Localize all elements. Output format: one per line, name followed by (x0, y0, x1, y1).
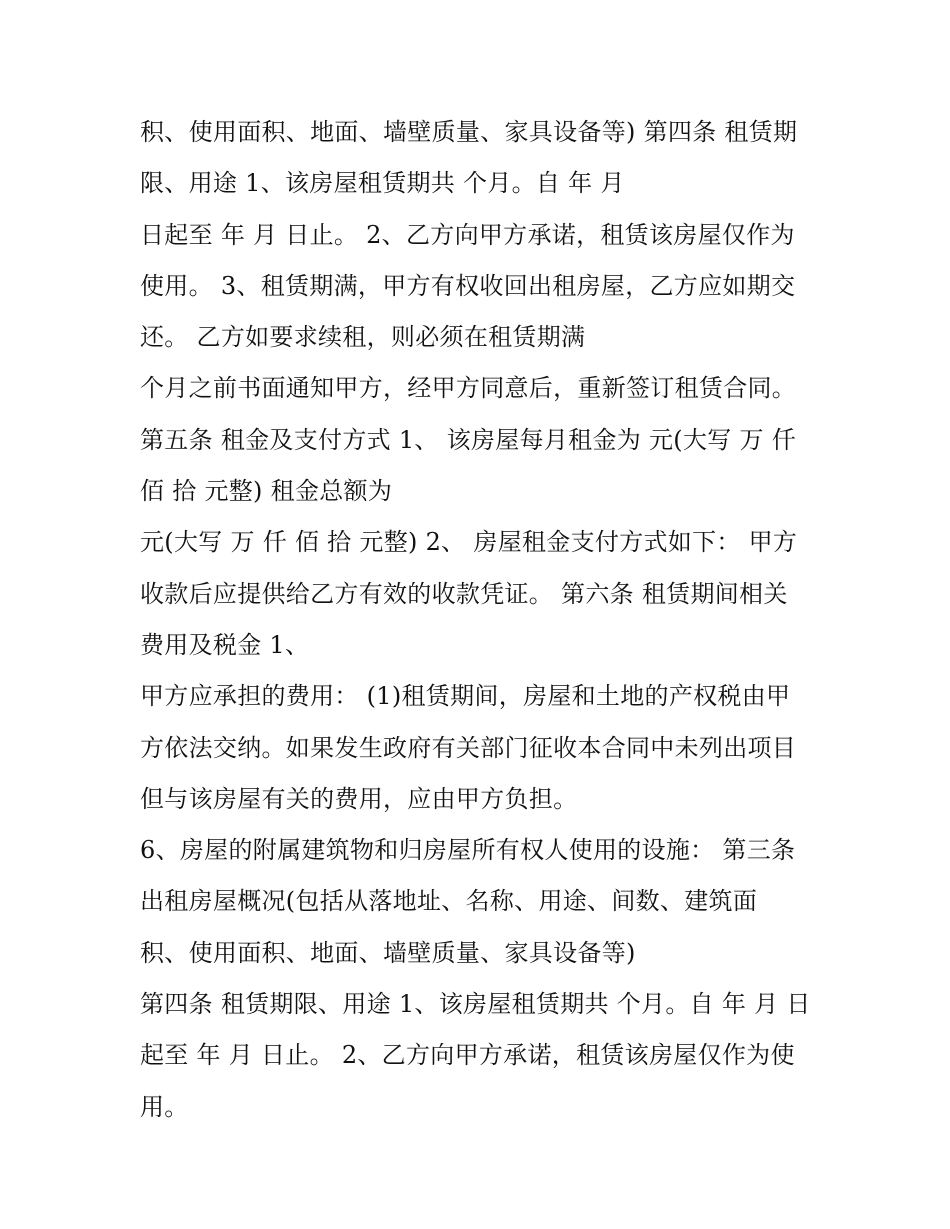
contract-text-body (140, 107, 820, 1133)
text-line-4: 使用。 3、租赁期满，甲方有权收回出租房屋，乙方应如期交 (140, 271, 796, 300)
text-line-12: 甲方应承担的费用： (1)租赁期间，房屋和土地的产权税由甲 (140, 682, 791, 711)
text-line-18: 第四条 租赁期限、用途 1、该房屋租赁期共 个月。自 年 月 日 (140, 990, 811, 1019)
text-line-20: 用。 (140, 1092, 189, 1121)
text-line-2: 限、用途 1、该房屋租赁期共 个月。自 年 月 (140, 169, 625, 198)
text-line-15: 6、房屋的附属建筑物和归房屋所有权人使用的设施： 第三条 (140, 836, 796, 865)
text-line-10: 收款后应提供给乙方有效的收款凭证。 第六条 租赁期间相关 (140, 579, 788, 608)
text-line-13: 方依法交纳。如果发生政府有关部门征收本合同中未列出项目 (140, 733, 797, 762)
text-line-8: 佰 拾 元整) 租金总额为 (140, 477, 393, 506)
text-line-19: 起至 年 月 日止。 2、乙方向甲方承诺，租赁该房屋仅作为使 (140, 1041, 795, 1070)
text-line-7: 第五条 租金及支付方式 1、 该房屋每月租金为 元(大写 万 仟 (140, 425, 797, 454)
text-line-5: 还。 乙方如要求续租，则必须在租赁期满 (140, 323, 586, 352)
text-line-9: 元(大写 万 仟 佰 拾 元整) 2、 房屋租金支付方式如下： 甲方 (140, 528, 798, 557)
text-line-17: 积、使用面积、地面、墙壁质量、家具设备等) (140, 938, 636, 967)
text-line-16: 出租房屋概况(包括从落地址、名称、用途、间数、建筑面 (140, 887, 758, 916)
text-line-6: 个月之前书面通知甲方，经甲方同意后，重新签订租赁合同。 (140, 374, 797, 403)
text-line-3: 日起至 年 月 日止。 2、乙方向甲方承诺，租赁该房屋仅作为 (140, 220, 795, 249)
text-line-1: 积、使用面积、地面、墙壁质量、家具设备等) 第四条 租赁期 (140, 118, 798, 146)
text-line-14: 但与该房屋有关的费用，应由甲方负担。 (140, 784, 578, 813)
text-line-11: 费用及税金 1、 (140, 630, 310, 659)
